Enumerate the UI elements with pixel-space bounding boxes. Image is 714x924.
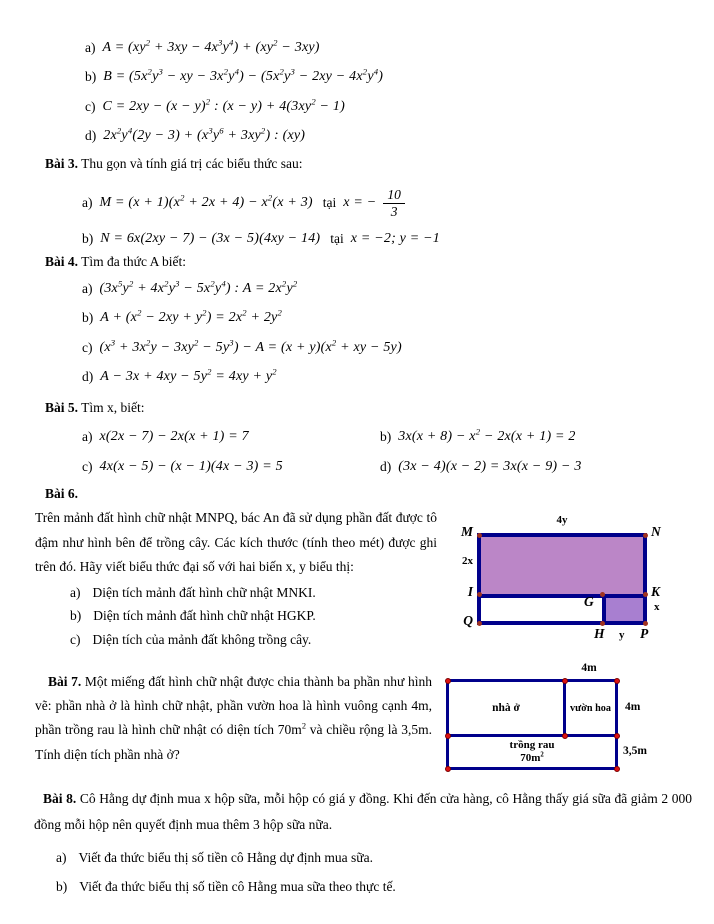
cell-vegetable <box>449 737 615 767</box>
point-label-g: G <box>584 594 594 609</box>
section-intro: Tìm x, biết: <box>81 400 145 415</box>
problem-text <box>34 786 692 837</box>
vertex-label-m: M <box>460 524 473 539</box>
math-item <box>380 452 714 482</box>
section-intro: Thu gọn và tính giá trị các biểu thức sau: <box>81 156 303 171</box>
dimension-left-2x: 2x <box>462 555 473 567</box>
item-label: b) <box>380 429 392 444</box>
shaded-region-mnki <box>481 537 643 598</box>
vertex-label-q: Q <box>463 613 473 628</box>
cell-house: nhà ở <box>449 682 566 734</box>
item-label: c) <box>85 98 96 114</box>
item-label: b) <box>85 69 97 85</box>
diagram-land-plot <box>435 660 700 785</box>
section-header <box>0 486 714 502</box>
item-label: a) <box>82 195 93 210</box>
item-text: Viết đa thức biểu thị số tiền cô Hằng mua sữa theo thực tế. <box>79 879 396 894</box>
item-text: Diện tích của mảnh đất không trồng cây. <box>92 631 312 647</box>
list-item <box>56 872 714 901</box>
math-item <box>85 122 685 152</box>
corner-dot <box>614 733 620 739</box>
section-header <box>0 156 714 172</box>
item-label: b) <box>82 231 94 246</box>
vertex-label-k: K <box>651 584 661 599</box>
item-label: c) <box>70 631 81 647</box>
vertex-dot-m <box>477 533 482 538</box>
section-intro: Tìm đa thức A biết: <box>81 254 186 269</box>
rect-mnpq <box>477 533 647 625</box>
math-expression: $3x(x + 8) - x^2 - 2x(x + 1) = 2$ <box>398 426 576 444</box>
dimension-right-3-5m: 3,5m <box>623 745 647 757</box>
vertex-dot-p <box>643 621 648 626</box>
math-item <box>85 92 685 122</box>
item-label: c) <box>82 459 93 474</box>
condition: x = −2; y = −1 <box>350 231 440 246</box>
section-bai-5 <box>0 400 714 482</box>
item-text: Diện tích mảnh đất hình chữ nhật MNKI. <box>92 584 316 600</box>
math-item <box>82 452 380 482</box>
fraction <box>383 187 405 219</box>
corner-dot <box>445 766 451 772</box>
item-text: Viết đa thức biểu thị số tiền cô Hằng dự định mua sữa. <box>78 850 373 865</box>
math-item <box>85 63 685 93</box>
section-title: Bài 5. <box>45 400 79 415</box>
problem-text <box>35 670 432 767</box>
corner-dot <box>614 678 620 684</box>
item-label: d) <box>82 369 94 385</box>
vertex-dot-n <box>643 533 648 538</box>
item-label: a) <box>70 584 81 600</box>
math-item <box>82 422 380 452</box>
section-bai-3 <box>0 156 714 253</box>
math-expression: N = 6x(2xy − 7) − (3x − 5)(4xy − 14) <box>100 231 321 246</box>
item-label: b) <box>70 608 82 624</box>
corner-dot <box>445 678 451 684</box>
item-label: d) <box>85 128 97 144</box>
item-label: a) <box>56 850 67 865</box>
math-item <box>85 33 685 63</box>
item-label: a) <box>85 39 96 55</box>
problem-body: Cô Hằng dự định mua x hộp sữa, mỗi hộp có giá y đồng. Khi đến cửa hàng, cô Hằng thấy giá sữa đã giảm 2 000 đồng mỗi hộp nên quyết định mua thêm 3 hộp sữa nữa. <box>34 791 693 832</box>
section-bai-4 <box>0 254 714 392</box>
vertex-label-p: P <box>640 626 649 641</box>
cell-vegetable-area: $70m^2$ <box>520 751 544 764</box>
vertex-dot-i <box>477 592 482 597</box>
math-item <box>82 304 714 334</box>
at-word: tại <box>330 231 344 246</box>
vertex-label-n: N <box>651 524 661 539</box>
section-title: Bài 7. <box>48 674 82 689</box>
math-item <box>82 225 714 253</box>
section-title: Bài 3. <box>45 156 79 171</box>
cell-vegetable-label: trồng rau <box>509 739 555 751</box>
math-expression: $A = (xy^2 + 3xy - 4x^3y^4) + (xy^2 - 3xy)$ <box>102 37 320 55</box>
math-expression: $M = (x + 1)(x^2 + 2x + 4) - x^2(x + 3)$ <box>99 192 313 210</box>
dimension-top-4m: 4m <box>581 662 597 674</box>
vertex-dot-k <box>643 592 648 597</box>
math-expression: x(2x − 7) − 2x(x + 1) = 7 <box>99 429 249 444</box>
section-title: Bài 6. <box>45 486 79 501</box>
plot-rect <box>446 679 618 770</box>
math-item <box>82 333 714 363</box>
problem-text: Trên mảnh đất hình chữ nhật MNPQ, bác An đã sử dụng phần đất được tô đậm như hình bên để trồng cây. Các kích thước (tính theo mét) được ghi trên đó. Hãy viết biểu thức đại số với hai biến x, y biểu thị: <box>35 510 437 575</box>
corner-dot <box>562 678 568 684</box>
exercise-2-items <box>85 33 685 151</box>
math-expression: $(x^3 + 3x^2y - 3xy^2 - 5y^3) - A = (x + y)(x^2$ + xy − 5y) <box>99 337 402 355</box>
vertex-label-h: H <box>594 626 605 641</box>
section-title: Bài 4. <box>45 254 79 269</box>
corner-dot <box>562 733 568 739</box>
corner-dot <box>445 733 451 739</box>
item-label: b) <box>56 879 68 894</box>
item-text: Diện tích mảnh đất hình chữ nhật HGKP. <box>93 608 316 624</box>
section-header <box>0 400 714 416</box>
item-label: b) <box>82 310 94 326</box>
list-item <box>56 843 714 872</box>
vertex-label-i: I <box>467 584 473 599</box>
math-item <box>380 422 714 452</box>
item-label: c) <box>82 339 93 355</box>
corner-dot <box>614 766 620 772</box>
at-word: tại <box>322 195 337 210</box>
math-expression: $2x^2y^4(2y - 3) + (x^3y^6 + 3xy^2)$ : (xy) <box>103 125 306 144</box>
dimension-bottom-y: y <box>619 629 625 641</box>
cell-flower-garden: vườn hoa <box>570 702 611 714</box>
fraction-denominator: 3 <box>390 203 398 219</box>
math-expression: $A + (x^2 - 2xy + y^2) = 2x^2 + 2y^2$ <box>100 307 283 326</box>
shaded-region-hgkp <box>602 598 643 621</box>
dimension-top-4y: 4y <box>556 514 568 526</box>
math-expression: $C = 2xy - (x - y)^2$ : $(x - y) + 4(3xy^2 - 1)$ <box>102 96 345 114</box>
math-item <box>82 274 714 304</box>
diagram-rectangle-mnpq <box>455 508 714 650</box>
item-label: d) <box>380 459 392 474</box>
math-item <box>82 181 714 225</box>
math-expression: (3x − 4)(x − 2) = 3x(x − 9) − 3 <box>398 459 582 474</box>
dimension-right-4m: 4m <box>625 701 641 713</box>
math-expression: $(3x^5y^2 + 4x^2y^3 - 5x^2y^4)$ : $A = 2x^2y^2$ <box>99 278 298 296</box>
vertex-dot-g <box>600 592 605 597</box>
section-header <box>0 254 714 270</box>
math-expression: $B = (5x^2y^3$ − xy − $3x^2y^4) - (5x^2y^3 - 2xy - 4x^2y^4)$ <box>103 66 384 85</box>
problem-body: Một miếng đất hình chữ nhật được chia thành ba phần như hình vẽ: phần nhà ở là hình chữ nhật, phần vườn hoa là hình vuông cạnh 4m, phần trồng rau là hình chữ nhật có diện tích $70m^2$ và chiều rộng là 3,5m. Tính diện tích phần nhà ở? <box>35 674 432 762</box>
vertex-dot-h <box>600 621 605 626</box>
math-expression: 4x(x − 5) − (x − 1)(4x − 3) = 5 <box>99 459 283 474</box>
math-expression: $A - 3x + 4xy - 5y^2 = 4xy + y^2$ <box>100 366 277 385</box>
item-label: a) <box>82 280 93 296</box>
fraction-numerator: 10 <box>383 187 405 204</box>
math-item <box>82 363 714 393</box>
condition-prefix: x = − <box>343 195 377 210</box>
vertex-dot-q <box>477 621 482 626</box>
item-label: a) <box>82 429 93 444</box>
dimension-right-x: x <box>654 601 660 613</box>
section-bai-8 <box>0 786 714 901</box>
section-title: Bài 8. <box>43 791 77 806</box>
